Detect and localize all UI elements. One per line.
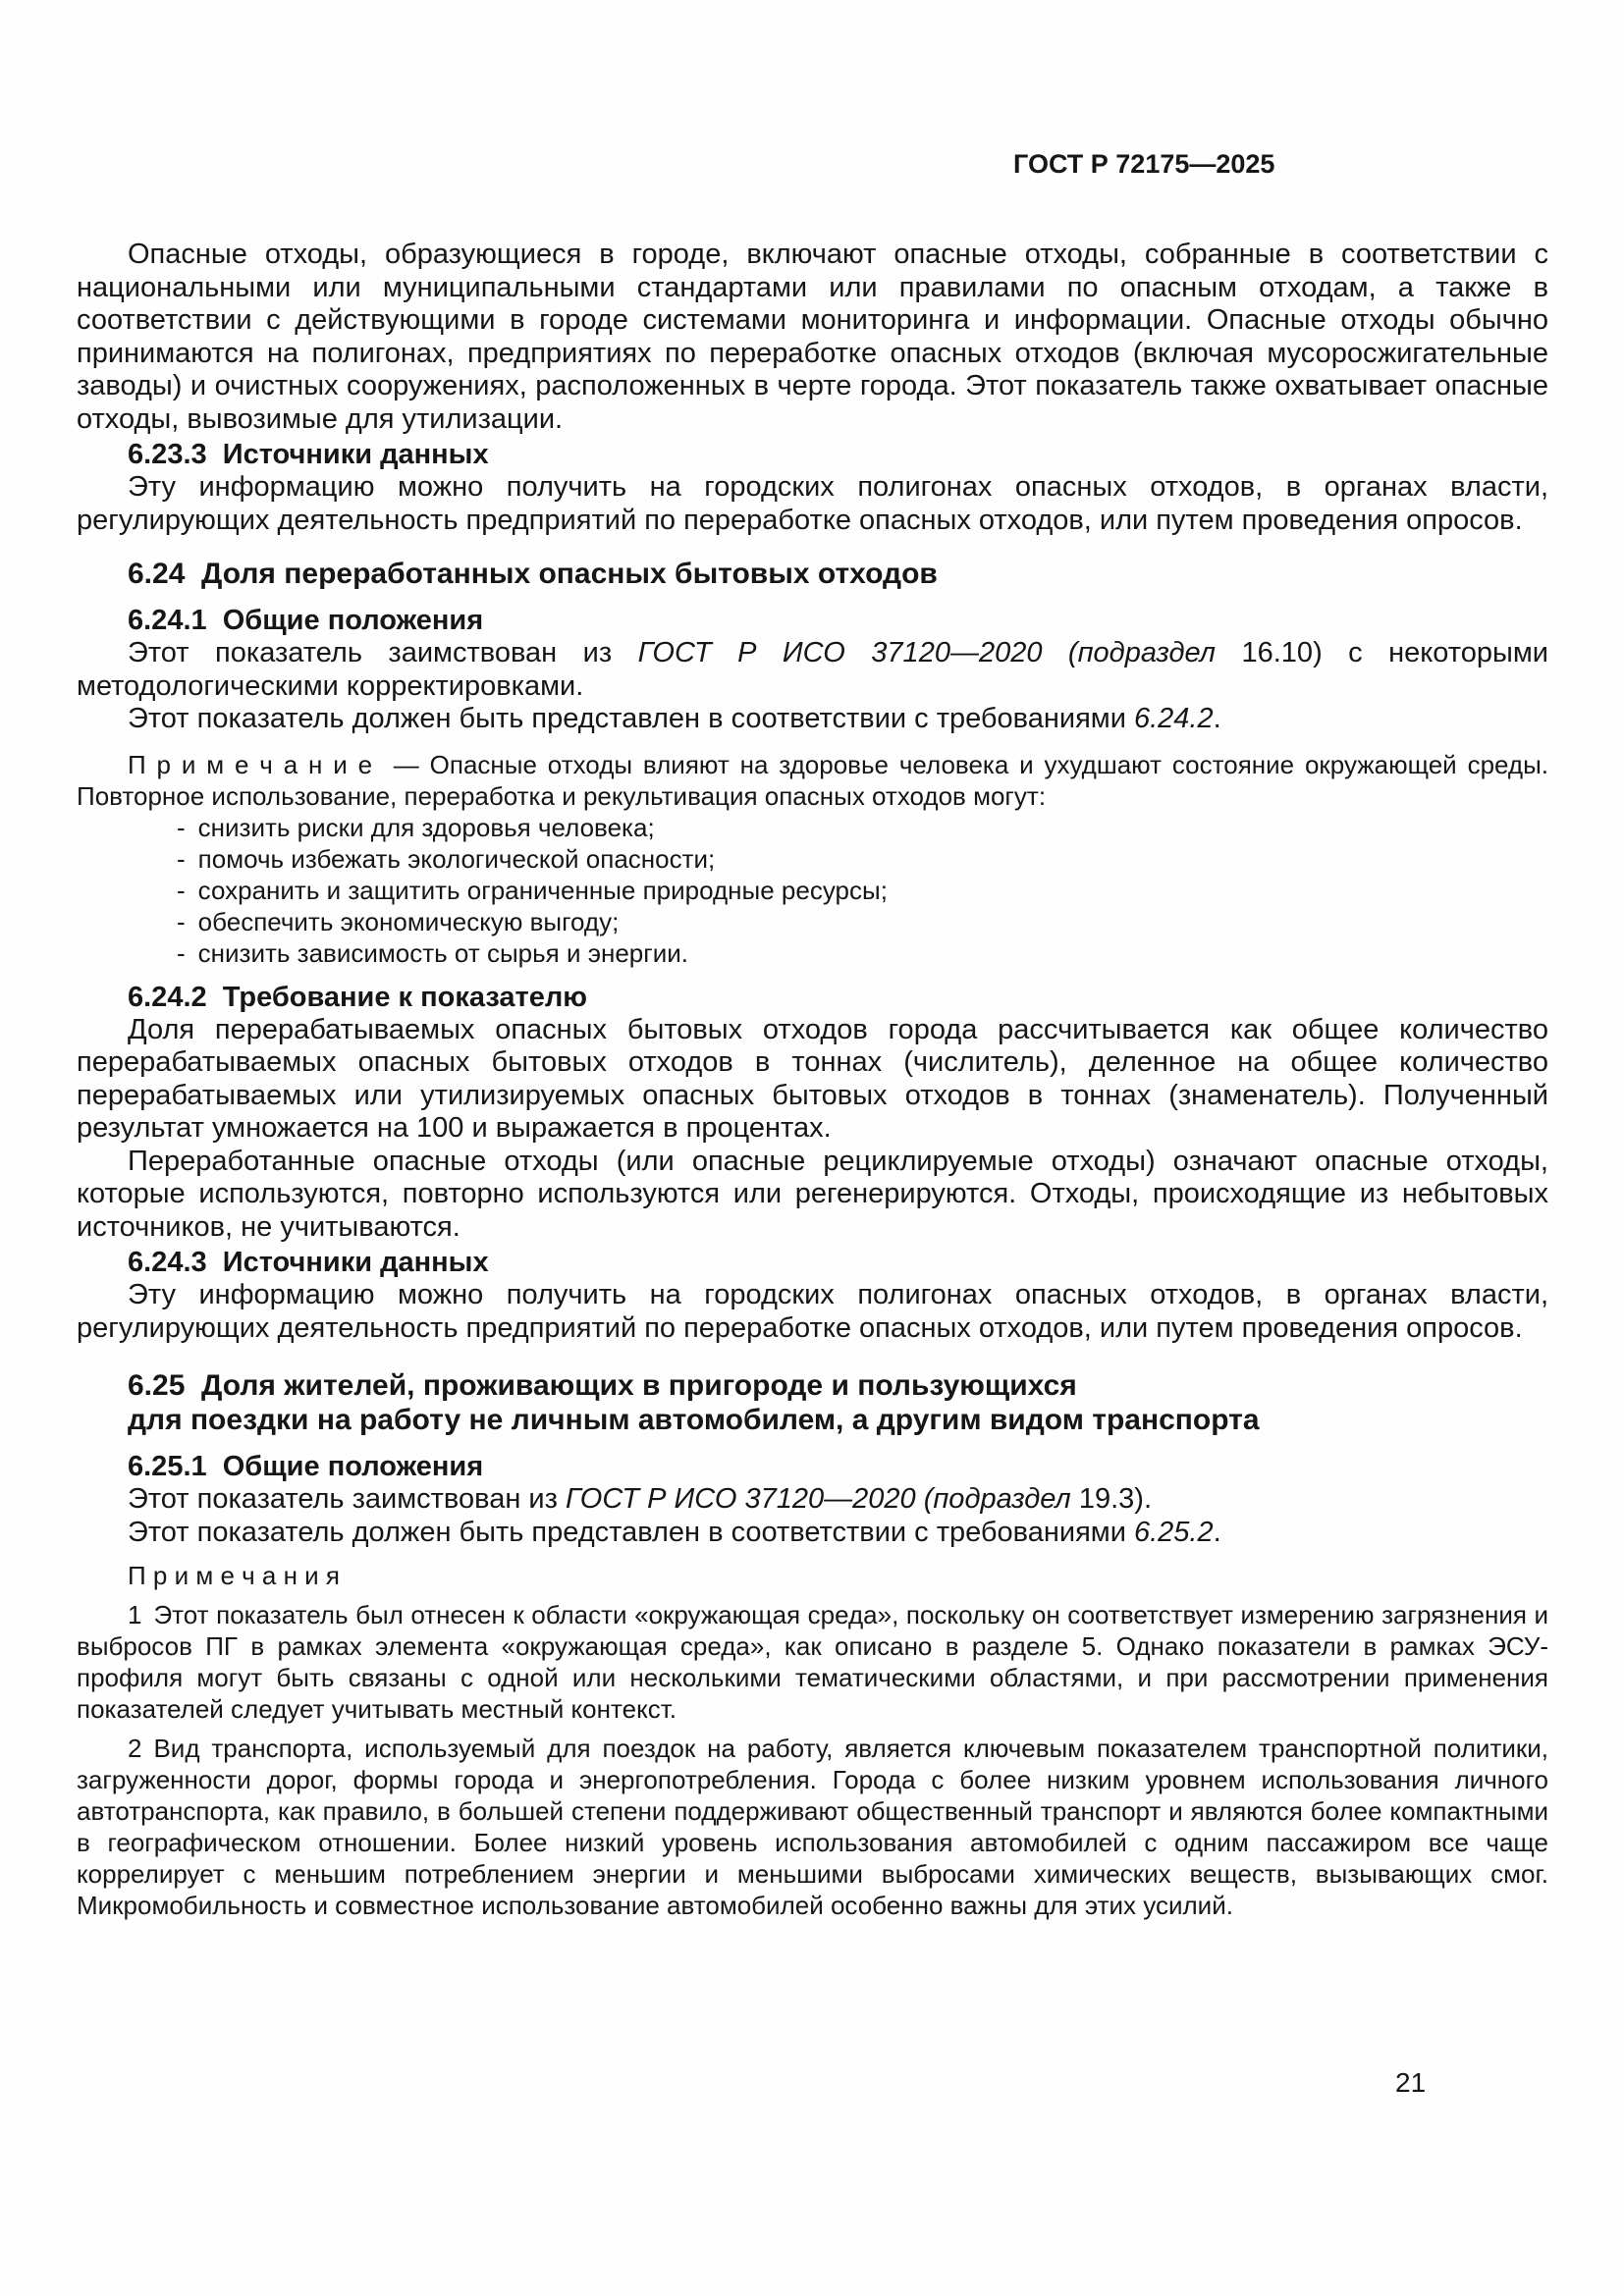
paragraph-6-25-1-requirement bbox=[77, 1517, 1548, 1550]
list-item-text: сохранить и защитить ограниченные природные ресурсы; bbox=[197, 875, 888, 905]
heading-6-25-line2: для поездки на работу не личным автомобилем, а другим видом транспорта bbox=[128, 1404, 1260, 1436]
text-run: Этот показатель должен быть представлен в соответствии с требованиями bbox=[128, 703, 1134, 734]
note-label: П р и м е ч а н и е bbox=[128, 749, 383, 779]
reference-italic: 6.25.2 bbox=[1133, 1516, 1214, 1548]
text-run: 16.10) с некоторыми методологическими корректировками. bbox=[77, 637, 1548, 702]
list-item-text: помочь избежать экологической опасности; bbox=[197, 843, 716, 874]
text-run: Этот показатель заимствован из bbox=[128, 637, 638, 668]
dash-marker: - bbox=[177, 906, 186, 936]
paragraph-6-25-1-source bbox=[77, 1483, 1548, 1517]
text-run: Этот показатель заимствован из bbox=[128, 1483, 566, 1515]
note-label: П р и м е ч а н и я bbox=[128, 1561, 340, 1590]
note-item-text: Этот показатель был отнесен к области «окружающая среда», поскольку он соответствует измерению загрязнения и выбросов ПГ в рамках элемента «окружающая среда», как описано в разделе 5. Однако показатели в рамках ЭСУ-профиля могут быть связаны с одной или несколькими тематическими областями, и при рассмотрении применения показателей следует учитывать местный контекст. bbox=[77, 1600, 1548, 1724]
paragraph-6-24-1-source bbox=[77, 637, 1548, 703]
notes-6-25-label bbox=[77, 1560, 1548, 1591]
list-item bbox=[177, 843, 1548, 875]
page-number: 21 bbox=[1395, 2067, 1427, 2098]
note-6-24 bbox=[77, 749, 1548, 969]
document-content bbox=[77, 239, 1548, 1921]
text-run: . bbox=[1213, 1516, 1221, 1548]
list-item-text: снизить зависимость от сырья и энергии. bbox=[197, 937, 688, 968]
note-number: 2 bbox=[128, 1734, 142, 1763]
reference-italic: ГОСТ Р ИСО 37120—2020 (подраздел bbox=[565, 1483, 1071, 1515]
text-run: 19.3). bbox=[1070, 1483, 1153, 1515]
reference-italic: ГОСТ Р ИСО 37120—2020 (подраздел bbox=[637, 637, 1217, 668]
paragraph-6-24-3: Эту информацию можно получить на городских полигонах опасных отходов, в органах власти, регулирующих деятельность предприятий по переработке опасных отходов, или путем проведения опросов. bbox=[77, 1279, 1548, 1344]
heading-6-24-2: 6.24.2 Требование к показателю bbox=[128, 981, 588, 1013]
note-item-text: Вид транспорта, используемый для поездок на работу, является ключевым показателем транспортной политики, загруженности дорог, формы города и энергопотребления. Города с более низким уровнем использования личного автотранспорта, как правило, в большей степени поддерживают общественный транспорт и являются более компактными в географическом отношении. Более низкий уровень использования автомобилей с одним пассажиром все чаще коррелирует с меньшим потреблением энергии и меньшими выбросами химических веществ, вызывающих смог. Микромобильность и совместное использование автомобилей особенно важны для этих усилий. bbox=[77, 1734, 1548, 1920]
heading-6-24-3: 6.24.3 Источники данных bbox=[128, 1247, 489, 1278]
notes-6-25 bbox=[77, 1560, 1548, 1921]
dash-marker: - bbox=[177, 937, 186, 968]
dash-marker: - bbox=[177, 875, 186, 905]
reference-italic: 6.24.2 bbox=[1133, 703, 1214, 734]
heading-6-24: 6.24 Доля переработанных опасных бытовых отходов bbox=[128, 558, 938, 590]
intro-paragraph: Опасные отходы, образующиеся в городе, включают опасные отходы, собранные в соответствии с национальными или муниципальными стандартами или правилами по опасным отходам, а также в соответствии с действующими в городе системами мониторинга и информации. Опасные отходы обычно принимаются на полигонах, предприятиях по переработке опасных отходов (включая мусоросжигательные заводы) и очистных сооружениях, расположенных в черте города. Этот показатель также охватывает опасные отходы, вывозимые для утилизации. bbox=[77, 239, 1548, 435]
paragraph-6-24-2-calc: Доля перерабатываемых опасных бытовых отходов города рассчитывается как общее количество перерабатываемых опасных бытовых отходов в тоннах (числитель), деленное на общее количество перерабатываемых или утилизируемых опасных бытовых отходов в тоннах (знаменатель). Полученный результат умножается на 100 и выражается в процентах. bbox=[77, 1013, 1548, 1144]
list-item-text: обеспечить экономическую выгоду; bbox=[197, 906, 620, 936]
note-item-1 bbox=[77, 1599, 1548, 1725]
heading-6-23-3: 6.23.3 Источники данных bbox=[128, 439, 489, 470]
document-designation: ГОСТ Р 72175—2025 bbox=[1013, 149, 1275, 179]
list-item bbox=[177, 937, 1548, 969]
note-6-24-text bbox=[77, 749, 1548, 812]
list-item bbox=[177, 875, 1548, 906]
list-item bbox=[177, 906, 1548, 937]
dash-marker: - bbox=[177, 812, 186, 842]
paragraph-6-24-1-requirement bbox=[77, 703, 1548, 736]
text-run: — Опасные отходы влияют на здоровье человека и ухудшают состояние окружающей среды. Повторное использование, переработка и рекультивация опасных отходов могут: bbox=[77, 749, 1548, 811]
text-run: . bbox=[1213, 703, 1221, 734]
heading-6-24-1: 6.24.1 Общие положения bbox=[128, 605, 484, 636]
list-item bbox=[177, 812, 1548, 843]
heading-6-25 bbox=[77, 1368, 1548, 1437]
list-item-text: снизить риски для здоровья человека; bbox=[197, 812, 655, 842]
note-item-2 bbox=[77, 1733, 1548, 1921]
text-run: Этот показатель должен быть представлен в соответствии с требованиями bbox=[128, 1516, 1134, 1548]
paragraph-6-23-3: Эту информацию можно получить на городских полигонах опасных отходов, в органах власти, регулирующих деятельность предприятий по переработке опасных отходов, или путем проведения опросов. bbox=[77, 471, 1548, 536]
paragraph-6-24-2-definition: Переработанные опасные отходы (или опасные рециклируемые отходы) означают опасные отходы, которые используются, повторно используются или регенерируются. Отходы, происходящие из небытовых источников, не учитываются. bbox=[77, 1145, 1548, 1243]
heading-6-25-1: 6.25.1 Общие положения bbox=[128, 1451, 484, 1482]
note-number: 1 bbox=[128, 1600, 142, 1629]
heading-6-25-line1: 6.25 Доля жителей, проживающих в пригороде и пользующихся bbox=[128, 1369, 1077, 1402]
note-6-24-list bbox=[77, 812, 1548, 969]
dash-marker: - bbox=[177, 843, 186, 874]
